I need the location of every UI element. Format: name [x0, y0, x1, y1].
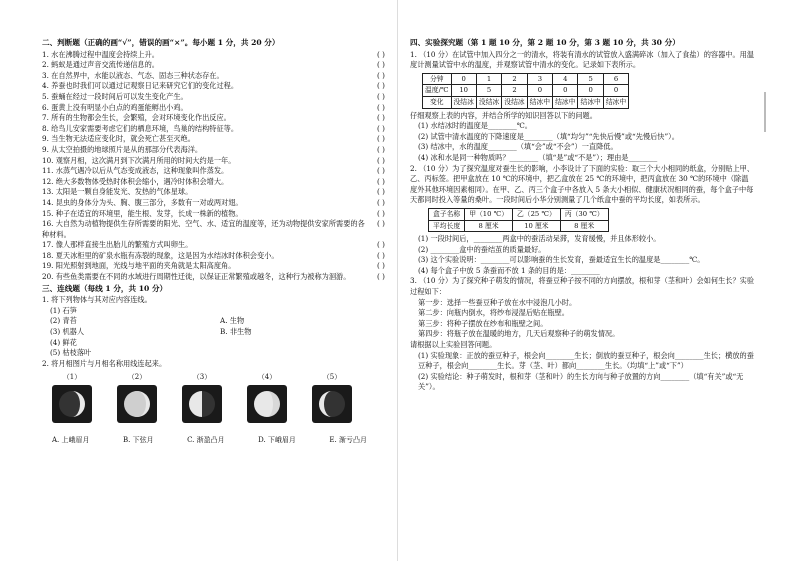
table-cell: 结冰中	[578, 96, 603, 108]
answer-paren[interactable]: ( )	[377, 123, 385, 133]
answer-paren[interactable]: ( )	[377, 60, 385, 70]
judge-item	[42, 272, 397, 283]
moon-number: （4）	[257, 373, 277, 382]
judge-list	[42, 50, 397, 283]
judge-item-text: 3. 在自然界中，水能以液态、气态、固态三种状态存在。	[42, 70, 224, 80]
answer-paren[interactable]: ( )	[377, 240, 385, 250]
table-cell: 8 厘米	[560, 220, 608, 232]
exp-q2-sub: (4) 每个盒子中放 5 条蚕而不放 1 条的目的是：________	[418, 265, 600, 275]
exp-q1-sub: (1) 水结冰时的温度是________℃。	[418, 121, 532, 131]
table-cell: 1	[476, 73, 501, 85]
exp-q2-text: 2. （10 分）为了探究温度对蚕生长的影响，小李设计了下面的实验：取三个大小相同的纸盒，分别贴上甲、乙、丙标签。把甲盒放在 10 ℃的环境中，把乙盒放在 25 ℃的环境中，把丙盒放在 30 ℃的环境中（除温度外其他环境因素相同）。在甲、乙、丙三个盒子中各放入 5 条大小相似、健康状况相同的蚕，每个盒子中每天都同时投入等量的桑叶。一段时间后小华分别测量了几个纸盒中蚕的平均长度，如表所示。	[410, 163, 755, 205]
answer-paren[interactable]: ( )	[377, 155, 385, 165]
answer-paren[interactable]: ( )	[377, 219, 385, 229]
table-cell: 10	[451, 85, 476, 97]
judge-item-text: 12. 绝大多数物体受热时体积会缩小，遇冷时体积会增大。	[42, 176, 229, 186]
table-cell: 6	[603, 73, 628, 85]
answer-paren[interactable]: ( )	[377, 166, 385, 176]
judge-item	[42, 156, 397, 167]
judge-item	[42, 261, 397, 272]
moon-name-option: E. 渐亏凸月	[329, 436, 367, 444]
judge-item-text: 7. 所有的生物都会生长，会繁殖，会对环境变化作出反应。	[42, 113, 231, 123]
judge-item-text: 9. 当生物无法适应变化时，就会死亡甚至灭绝。	[42, 134, 195, 144]
answer-paren[interactable]: ( )	[377, 70, 385, 80]
table-cell: 2	[502, 73, 527, 85]
table-cell: 分钟	[423, 73, 452, 85]
exp-section-title: 四、实验探究题（第 1 题 10 分，第 2 题 10 分，第 3 题 10 分，共 30 分）	[410, 38, 680, 47]
answer-paren[interactable]: ( )	[377, 144, 385, 154]
answer-paren[interactable]: ( )	[377, 102, 385, 112]
exp-q2-sub: (2) ________盒中的蚕结茧的质量最好。	[418, 244, 546, 254]
judge-item	[42, 134, 397, 145]
table-cell: 没结冰	[502, 96, 527, 108]
judge-item-text: 16. 大自然为动植物提供生存所需要的阳光、空气、水、适宜的温度等，还为动物提供安家所需要的各种材料。	[42, 219, 365, 239]
judge-item-text: 15. 种子在适宜的环境里，能生根、发芽，长成一株新的植物。	[42, 208, 243, 218]
exp-q1-sub: (3) 结冰中，水的温度________（填“会”或“不会”）一直降低。	[418, 142, 618, 152]
moon-name-option: B. 下弦月	[122, 436, 154, 444]
judge-item-text: 2. 蚂蚁是通过声音交流传递信息的。	[42, 60, 159, 70]
moon-item-1	[52, 372, 92, 423]
judge-item-text: 4. 养蚕也时我们可以通过记观察日记来研究它们的变化过程。	[42, 81, 239, 91]
answer-paren[interactable]: ( )	[377, 187, 385, 197]
exp-q3-text: 3. （10 分）为了探究种子萌发的情况，将蚕豆种子按不同的方向摆放，根和芽（茎和叶）会如何生长？实验过程如下：	[410, 276, 755, 297]
table-cell: 0	[578, 85, 603, 97]
moon-item-3	[182, 372, 222, 423]
judge-item	[42, 50, 397, 61]
left-column	[42, 38, 397, 446]
table-cell: 盒子名称	[429, 208, 465, 220]
answer-paren[interactable]: ( )	[377, 81, 385, 91]
moon-number: （3）	[192, 373, 212, 382]
judge-item	[42, 81, 397, 92]
judge-item-text: 17. 像人那样直接生出胎儿的繁殖方式叫卵生。	[42, 240, 193, 250]
table-cell: 变化	[423, 96, 452, 108]
match-q1: 1. 将下列物体与其对应内容连线。	[42, 295, 152, 305]
table-cell: 8 厘米	[465, 220, 513, 232]
moon-names	[52, 435, 367, 446]
judge-item	[42, 198, 397, 209]
judge-item	[42, 60, 397, 71]
table-cell: 乙（25 ℃）	[513, 208, 561, 220]
judge-item	[42, 209, 397, 220]
match-left-item: (1) 石笋	[50, 305, 77, 315]
table-row	[423, 85, 629, 97]
match-item-row	[42, 306, 397, 317]
judge-item-text: 9. 从太空拍摄的地球照片是从的那部分代表海洋。	[42, 144, 203, 154]
moon-number: （5）	[322, 373, 342, 382]
match-item-row	[42, 338, 397, 349]
judge-item-text: 8. 给鸟儿安家需要考虑它们的栖息环境，鸟巢的结构特征等。	[42, 123, 239, 133]
moon-item-5	[312, 372, 352, 423]
match-item-row	[42, 327, 397, 338]
table-cell: 0	[451, 73, 476, 85]
exp-q1-sub: (2) 试管中清水温度的下降速度是________（填“均匀”“先快后慢”或“先慢后快”）。	[418, 131, 679, 141]
table-cell: 10 厘米	[513, 220, 561, 232]
moon-number: （1）	[62, 373, 82, 382]
table-row	[423, 96, 629, 108]
moon-phase-image	[182, 385, 222, 423]
judge-item-text: 1. 水在沸腾过程中温度会持续上升。	[42, 49, 159, 59]
moon-phase-image	[312, 385, 352, 423]
table-cell: 4	[553, 73, 578, 85]
table-cell: 没结冰	[451, 96, 476, 108]
answer-paren[interactable]: ( )	[377, 272, 385, 282]
match-left-item: (3) 机器人	[50, 327, 85, 337]
moon-number: （2）	[127, 373, 147, 382]
judge-item	[42, 177, 397, 188]
moon-phase-image	[117, 385, 157, 423]
judge-item	[42, 103, 397, 114]
match-right-item: A. 生物	[220, 316, 245, 326]
answer-paren[interactable]: ( )	[377, 261, 385, 271]
exp-q2-sub: (1) 一段时间后，________两盒中的蚕活动呆滞，发育缓慢，并且体形较小。	[418, 234, 661, 244]
judge-item-text: 19. 阳光照射到地面，光线与地平面的夹角就是太阳高度角。	[42, 261, 236, 271]
answer-paren[interactable]: ( )	[377, 208, 385, 218]
judge-item-text: 18. 夏天冰柜里的矿泉水瓶有冻裂的现象，这是因为水结冰时体积会变小。	[42, 250, 279, 260]
moon-name-option: A. 上峨眉月	[52, 436, 90, 444]
table-cell: 3	[527, 73, 552, 85]
match-q2: 2. 将月相图片与月相名称用线连起来。	[42, 358, 167, 368]
table-row	[429, 208, 609, 220]
exp-q3-step: 第四步：将瓶子放在温暖的地方，几天后观察种子的萌发情况。	[418, 329, 620, 339]
moon-phase-image	[247, 385, 287, 423]
table-cell: 结冰中	[527, 96, 552, 108]
match-left-item: (5) 枯枝落叶	[50, 348, 92, 358]
table-cell: 结冰中	[553, 96, 578, 108]
exp-q1-text: 1. （10 分）在试管中加入四分之一的清水，将装有清水的试管放入盛满碎冰（加入了食盐）的容器中。用温度计测量试管中水的温度，并观察试管中清水的变化。记录如下表所示。	[410, 49, 755, 70]
judge-item-text: 6. 蛋黄上没有明显小白点的鸡蛋能孵出小鸡。	[42, 102, 188, 112]
exp-q3-sub: (1) 实验现象：正放的蚕豆种子，根会向________生长；倒放的蚕豆种子，根会向________生长；横放的蚕豆种子，根会向________生长。芽（茎、叶）都向________生长。（均填“上”或“下”）	[418, 350, 754, 371]
judge-item	[42, 113, 397, 124]
page-fold-line	[397, 0, 398, 561]
exp-q3-intro: 请根据以上实验回答问题。	[410, 340, 497, 350]
exp-q3-step: 第一步：选择一些蚕豆种子放在水中浸泡几小时。	[418, 297, 577, 307]
match-item-row	[42, 348, 397, 359]
moon-item-4	[247, 372, 287, 423]
judge-item	[42, 240, 397, 251]
table-row	[423, 73, 629, 85]
table-cell: 结冰中	[603, 96, 628, 108]
answer-paren[interactable]: ( )	[377, 49, 385, 59]
judge-item	[42, 219, 397, 240]
judge-item	[42, 71, 397, 82]
judge-item-text: 11. 水蒸气遇冷以后从气态变成液态，这种现象叫作蒸发。	[42, 166, 229, 176]
judge-item	[42, 251, 397, 262]
judge-item	[42, 166, 397, 177]
judge-item-text: 5. 蚕蛹在经过一段时间后可以发生变化产生。	[42, 91, 188, 101]
judge-item	[42, 187, 397, 198]
table-cell: 甲（10 ℃）	[465, 208, 513, 220]
exp-q1-intro: 仔细观察上表的内容，并结合所学的知识回答以下的问题。	[410, 110, 597, 120]
table-cell: 平均长度	[429, 220, 465, 232]
judge-item	[42, 145, 397, 156]
table-cell: 0	[603, 85, 628, 97]
moon-name-option: C. 渐盈凸月	[187, 436, 225, 444]
exp-q1-sub: (4) 冰和水是同一种物质吗？________（填“是”或“不是”）；理由是________	[418, 152, 658, 162]
match-left-item: (4) 鲜花	[50, 337, 77, 347]
match-left-item: (2) 青苔	[50, 316, 77, 326]
exp-q2-sub: (3) 这个实验说明：________可以影响蚕的生长发育，蚕最适宜生长的温度是________℃。	[418, 255, 705, 265]
judge-item-text: 20. 有些鱼类需要在不同的水域进行周期性迁徙，以保证正常繁殖或越冬，这种行为被称为洄游。	[42, 272, 351, 282]
table-cell: 0	[553, 85, 578, 97]
moon-name-option: D. 下峨眉月	[258, 436, 296, 444]
answer-paren[interactable]: ( )	[377, 250, 385, 260]
table-cell: 温度/℃	[423, 85, 452, 97]
judge-item	[42, 92, 397, 103]
match-right-item: B. 非生物	[220, 327, 252, 337]
table-row	[429, 220, 609, 232]
exp-q3-sub: (2) 实验结论：种子萌发时，根和芽（茎和叶）的生长方向与种子放置的方向________（填“有关”或“无关”）。	[418, 371, 744, 392]
judge-item-text: 13. 太阳是一颗自身能发光、发热的气体星球。	[42, 187, 193, 197]
right-column	[410, 38, 755, 393]
table-cell: 5	[578, 73, 603, 85]
margin-mark	[764, 92, 766, 132]
table-cell: 丙（30 ℃）	[560, 208, 608, 220]
judge-section-title: 二、判断题（正确的画“√”，错误的画“×”。每小题 1 分，共 20 分）	[42, 38, 280, 47]
answer-paren[interactable]: ( )	[377, 176, 385, 186]
match-section-title: 三、连线题（每线 1 分，共 10 分）	[42, 283, 168, 293]
table-cell: 2	[502, 85, 527, 97]
judge-item-text: 14. 昆虫的身体分为头、胸、腹三部分，多数有一对或两对翅。	[42, 197, 243, 207]
judge-item-text: 10. 观察月相，这次满月到下次满月所用的时间大约是一年。	[42, 155, 236, 165]
exp-q3-step: 第二步：向瓶内倒水，将纱布浸湿后贴在瓶壁。	[418, 308, 569, 318]
answer-paren[interactable]: ( )	[377, 91, 385, 101]
answer-paren[interactable]: ( )	[377, 113, 385, 123]
answer-paren[interactable]: ( )	[377, 134, 385, 144]
cooling-table	[422, 73, 629, 109]
moon-images	[52, 372, 352, 423]
table-cell: 0	[527, 85, 552, 97]
moon-phase-image	[52, 385, 92, 423]
match-item-row	[42, 316, 397, 327]
silkworm-table	[428, 208, 609, 232]
table-cell: 没结冰	[476, 96, 501, 108]
answer-paren[interactable]: ( )	[377, 197, 385, 207]
judge-item	[42, 124, 397, 135]
moon-item-2	[117, 372, 157, 423]
table-cell: 5	[476, 85, 501, 97]
exp-q3-step: 第三步：将种子摆放在纱布和瓶壁之间。	[418, 318, 548, 328]
